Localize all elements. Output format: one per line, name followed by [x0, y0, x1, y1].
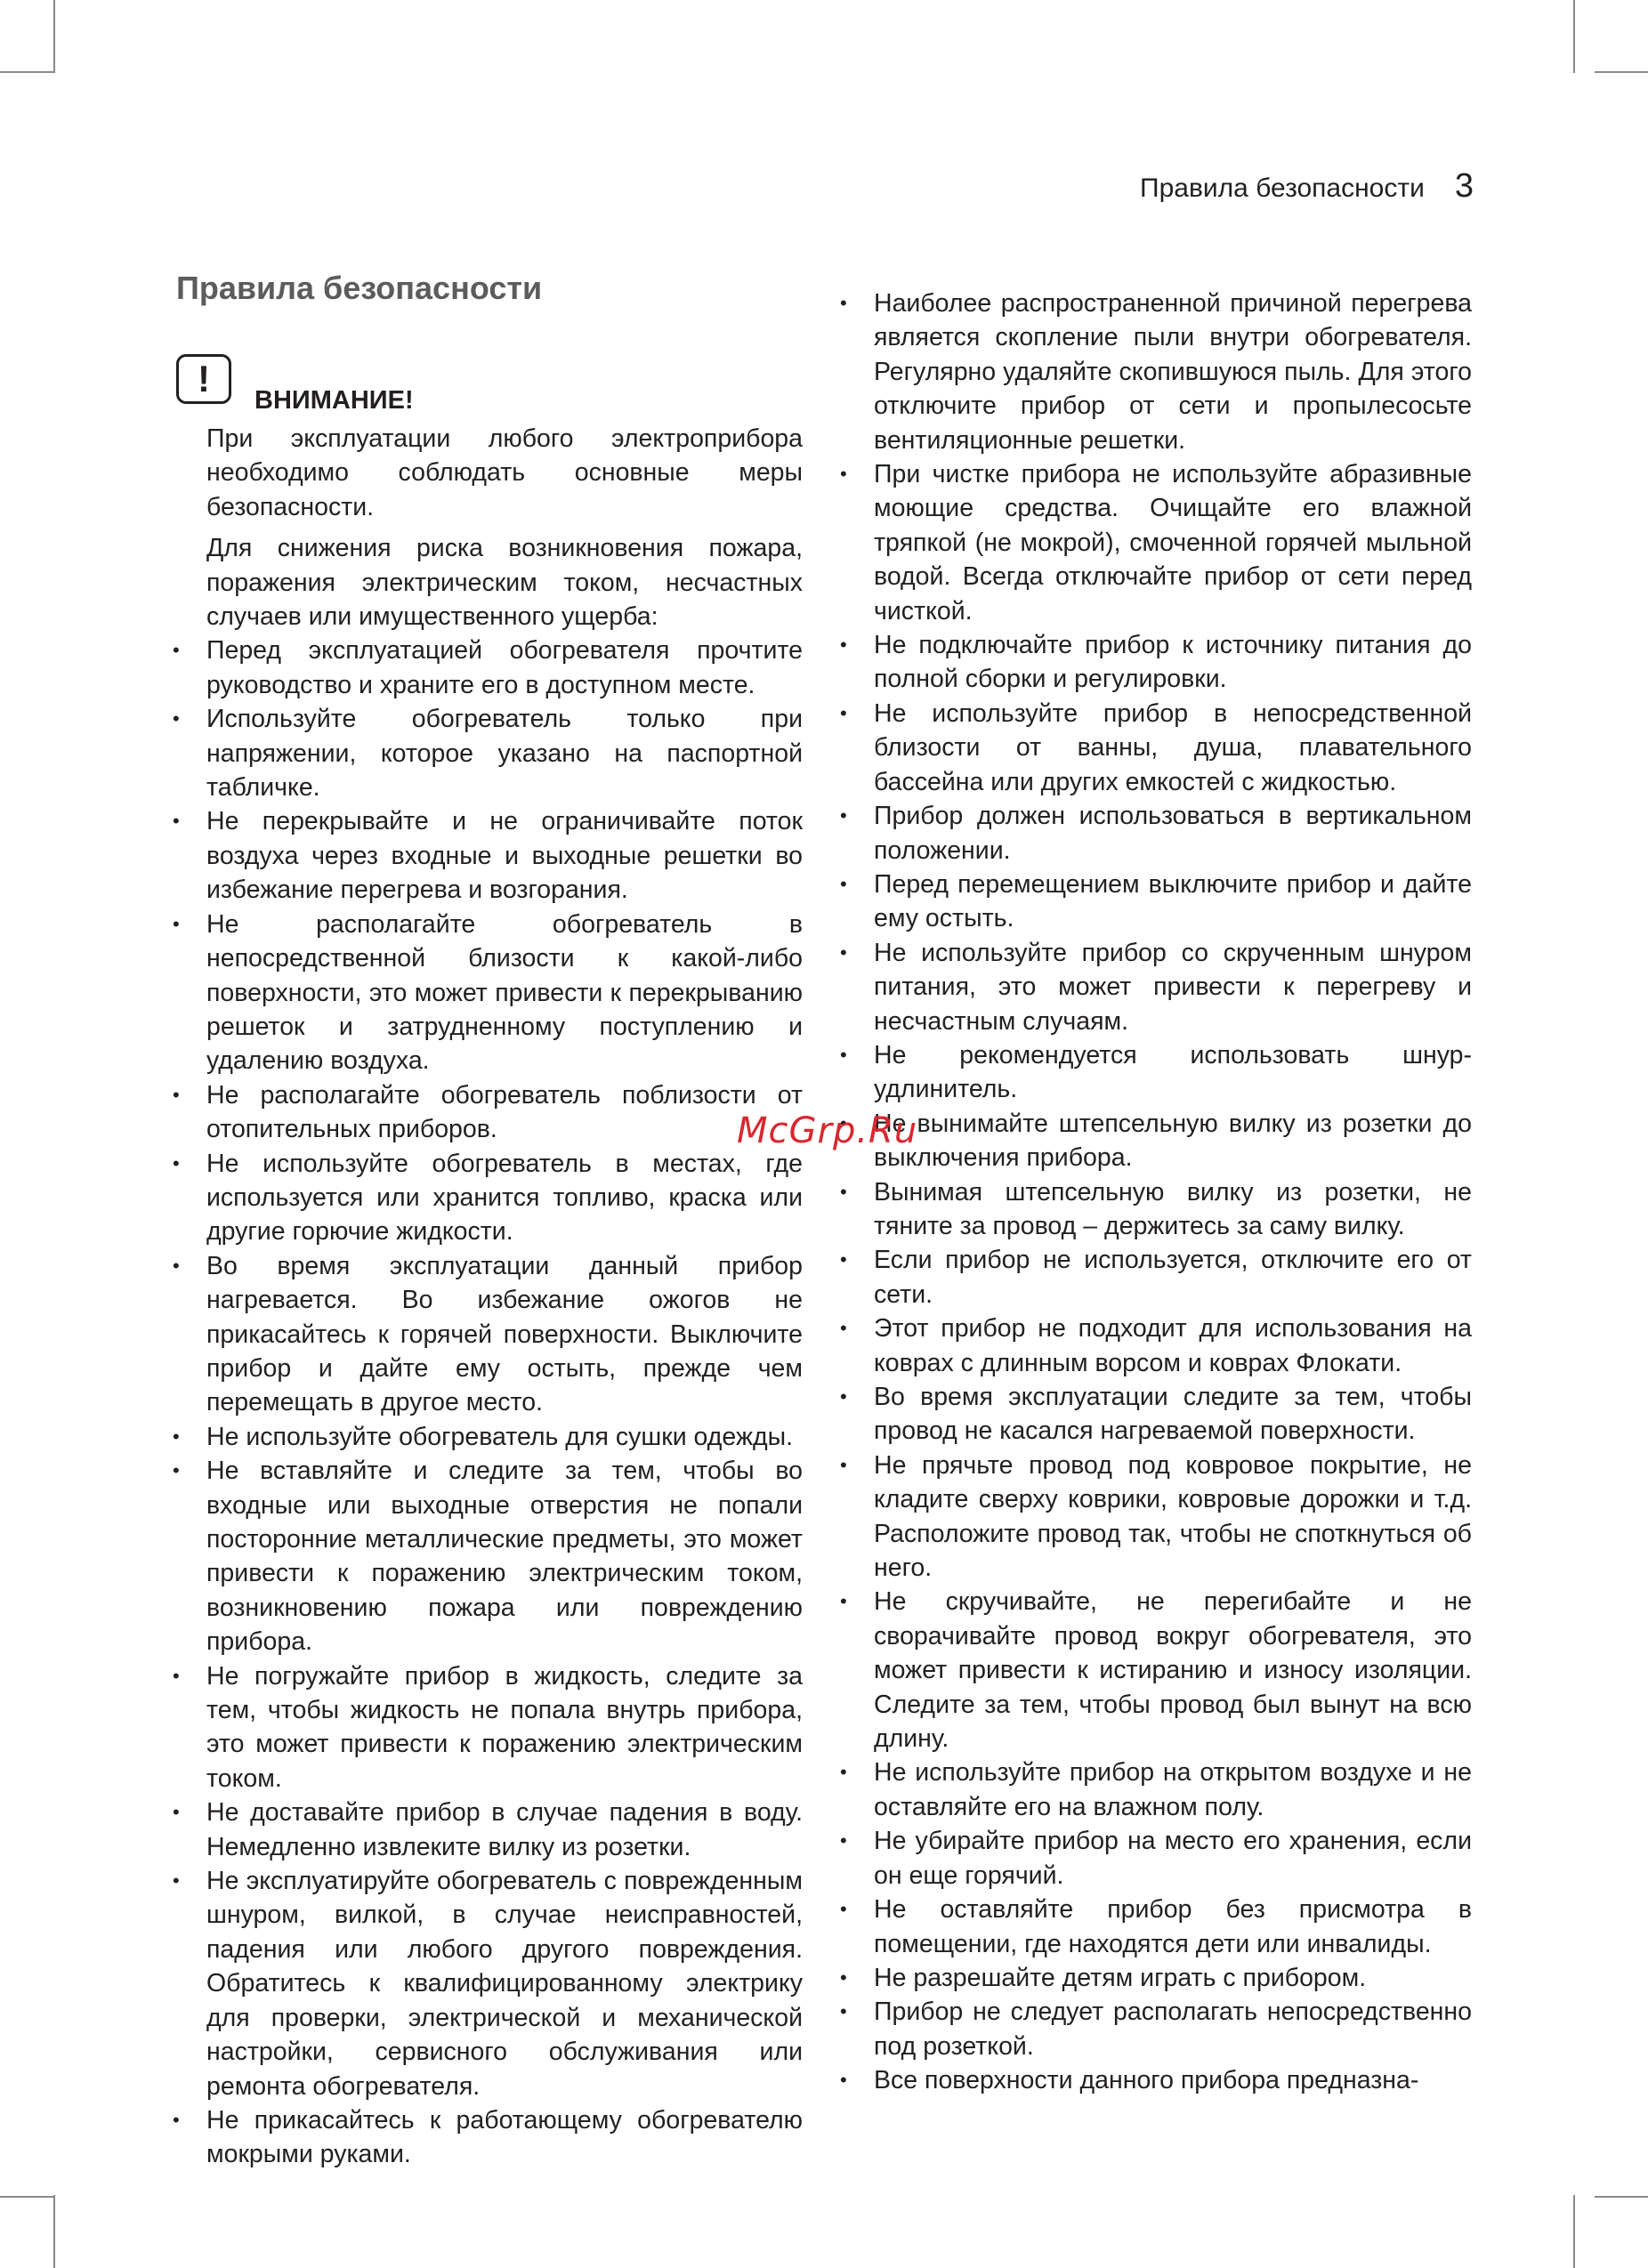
list-item: • Не располагайте обогреватель в непосредственной близости к какой-либо поверхности, это может привести к перекрыванию решеток и затрудненному поступлению и удалению воздуха.	[206, 908, 803, 1078]
list-item: • Все поверхности данного прибора предназна-	[874, 2063, 1472, 2097]
safety-list-left	[206, 634, 803, 2171]
list-item: • Перед эксплуатацией обогревателя прочтите руководство и храните его в доступном месте.	[206, 634, 803, 702]
crop-mark	[1573, 2195, 1575, 2268]
list-item: • Перед перемещением выключите прибор и дайте ему остыть.	[874, 868, 1472, 936]
warning-intro: Для снижения риска возникновения пожара, поражения электрическим током, несчастных случаев или имущественного ущерба:	[206, 534, 803, 632]
crop-mark	[1595, 71, 1648, 73]
section-title: Правила безопасности	[176, 270, 543, 306]
list-item: • Не используйте прибор на открытом воздухе и не оставляйте его на влажном полу.	[874, 1755, 1472, 1824]
crop-mark	[0, 2196, 53, 2198]
page-number: 3	[1454, 167, 1474, 205]
list-item: • Наиболее распространенной причиной перегрева является скопление пыли внутри обогревателя. Регулярно удаляйте скопившуюся пыль. Для этого отключите прибор от сети и пропылесосьте вентиляционные решетки.	[874, 287, 1472, 457]
list-item: • Этот прибор не подходит для использования на коврах с длинным ворсом и коврах Флокати.	[874, 1312, 1472, 1380]
list-item: • Не разрешайте детям играть с прибором.	[874, 1961, 1472, 1995]
list-item: • Используйте обогреватель только при напряжении, которое указано на паспортной табличке.	[206, 702, 803, 804]
crop-mark	[0, 71, 53, 73]
list-item: • Во время эксплуатации данный прибор нагревается. Во избежание ожогов не прикасайтесь к горячей поверхности. Выключите прибор и дайте ему остыть, прежде чем перемещать в другое место.	[206, 1249, 803, 1420]
list-item: • Не рекомендуется использовать шнур-удлинитель.	[874, 1038, 1472, 1107]
list-item: • Не прячьте провод под ковровое покрытие, не кладите сверху коврики, ковровые дорожки и т.д. Расположите провод так, чтобы не споткнуться об него.	[874, 1449, 1472, 1586]
safety-list-right	[874, 287, 1472, 2098]
exclamation-glyph: !	[198, 358, 210, 400]
list-item: • Не убирайте прибор на место его хранения, если он еще горячий.	[874, 1824, 1472, 1893]
crop-mark	[1595, 2196, 1648, 2198]
running-title: Правила безопасности	[1140, 174, 1425, 203]
running-header	[1140, 167, 1474, 206]
list-item: • Если прибор не используется, отключите его от сети.	[874, 1243, 1472, 1312]
list-item: • Не скручивайте, не перегибайте и не сворачивайте провод вокруг обогревателя, это может привести к истиранию и износу изоляции. Следите за тем, чтобы провод был вынут на всю длину.	[874, 1585, 1472, 1755]
crop-mark	[53, 0, 55, 73]
list-item: • Не используйте прибор в непосредственной близости от ванны, душа, плавательного бассейна или других емкостей с жидкостью.	[874, 697, 1472, 799]
list-item: • Не используйте обогреватель для сушки одежды.	[206, 1420, 803, 1454]
list-item: • Не эксплуатируйте обогреватель с поврежденным шнуром, вилкой, в случае неисправностей, падения или любого другого повреждения. Обратитесь к квалифицированному электрику для проверки, электрической и механической настройки, сервисного обслуживания или ремонта обогревателя.	[206, 1864, 803, 2103]
list-item: • Прибор не следует располагать непосредственно под розеткой.	[874, 1995, 1472, 2063]
list-item: • Во время эксплуатации следите за тем, чтобы провод не касался нагреваемой поверхности.	[874, 1380, 1472, 1449]
list-item: • Вынимая штепсельную вилку из розетки, не тяните за провод – держитесь за саму вилку.	[874, 1175, 1472, 1244]
list-item: • Не вынимайте штепсельную вилку из розетки до выключения прибора.	[874, 1107, 1472, 1175]
exclamation-icon	[176, 354, 231, 404]
list-item: • При чистке прибора не используйте абразивные моющие средства. Очищайте его влажной тряпкой (не мокрой), смоченной горячей мыльной водой. Всегда отключайте прибор от сети перед чисткой.	[874, 457, 1472, 628]
warning-intro: При эксплуатации любого электроприбора необходимо соблюдать основные меры безопасности.	[206, 424, 803, 521]
list-item: • Не располагайте обогреватель поблизости от отопительных приборов.	[206, 1078, 803, 1147]
list-item: • Не прикасайтесь к работающему обогревателю мокрыми руками.	[206, 2103, 803, 2172]
left-column	[206, 422, 803, 2172]
list-item: • Не вставляйте и следите за тем, чтобы во входные или выходные отверстия не попали посторонние металлические предметы, это может привести к поражению электрическим током, возникновению пожара или повреждению прибора.	[206, 1454, 803, 1659]
list-item: • Не доставайте прибор в случае падения в воду. Немедленно извлеките вилку из розетки.	[206, 1796, 803, 1864]
list-item: • Не подключайте прибор к источнику питания до полной сборки и регулировки.	[874, 628, 1472, 697]
list-item: • Не используйте прибор со скрученным шнуром питания, это может привести к перегреву и несчастным случаям.	[874, 936, 1472, 1038]
watermark: McGrp.Ru	[737, 1110, 918, 1151]
list-item: • Не оставляйте прибор без присмотра в помещении, где находятся дети или инвалиды.	[874, 1893, 1472, 1961]
warning-title: ВНИМАНИЕ!	[254, 386, 414, 415]
list-item: • Прибор должен использоваться в вертикальном положении.	[874, 799, 1472, 868]
list-item: • Не используйте обогреватель в местах, где используется или хранится топливо, краска или другие горючие жидкости.	[206, 1147, 803, 1249]
right-column	[874, 287, 1472, 2098]
crop-mark	[1573, 0, 1575, 73]
list-item: • Не перекрывайте и не ограничивайте поток воздуха через входные и выходные решетки во избежание перегрева и возгорания.	[206, 804, 803, 907]
crop-mark	[53, 2195, 55, 2268]
list-item: • Не погружайте прибор в жидкость, следите за тем, чтобы жидкость не попала внутрь прибора, это может привести к поражению электрическим током.	[206, 1659, 803, 1796]
